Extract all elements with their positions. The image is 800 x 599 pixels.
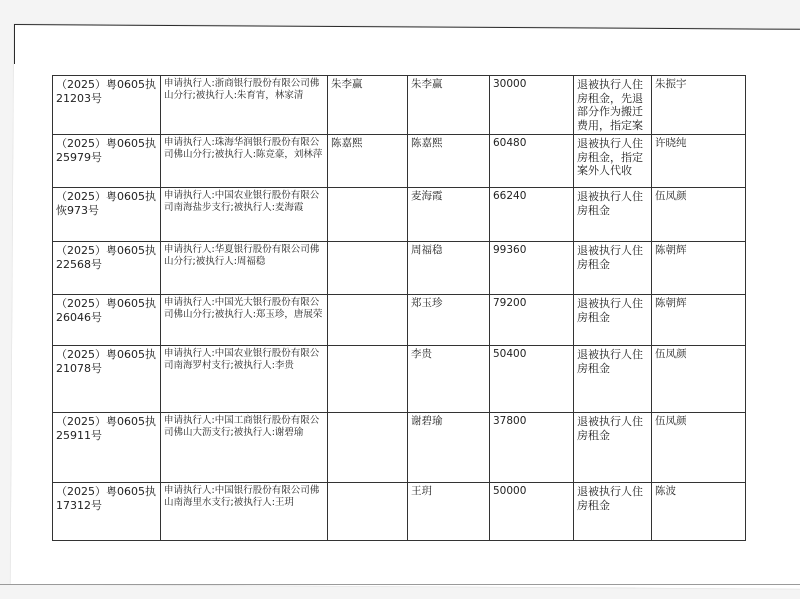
case-number-cell: （2025）粤0605执25979号 (53, 135, 161, 188)
payee-cell (328, 188, 408, 242)
parties-cell: 申请执行人:中国农业银行股份有限公司南海罗村支行;被执行人:李贵 (161, 346, 328, 413)
handler-cell: 伍凤颜 (652, 346, 746, 413)
reason-cell: 退被执行人住房租金，先退部分作为搬迁费用，指定案 (574, 76, 652, 135)
payee-cell (328, 346, 408, 413)
executed-person-cell: 麦海霞 (408, 188, 490, 242)
amount-cell: 30000 (490, 76, 574, 135)
table-row (53, 295, 746, 346)
case-number-cell: （2025）粤0605执17312号 (53, 483, 161, 541)
case-number-cell: （2025）粤0605执恢973号 (53, 188, 161, 242)
amount-cell: 37800 (490, 413, 574, 483)
executed-person-cell: 周福稳 (408, 242, 490, 295)
page-bottom-edge (0, 584, 800, 585)
reason-cell: 退被执行人住房租金 (574, 295, 652, 346)
handler-cell: 陈朝辉 (652, 295, 746, 346)
case-number-cell: （2025）粤0605执21078号 (53, 346, 161, 413)
payee-cell: 陈嘉熙 (328, 135, 408, 188)
table-row (53, 76, 746, 135)
case-number-cell: （2025）粤0605执26046号 (53, 295, 161, 346)
amount-cell: 50400 (490, 346, 574, 413)
handler-cell: 伍凤颜 (652, 413, 746, 483)
executed-person-cell: 陈嘉熙 (408, 135, 490, 188)
reason-cell: 退被执行人住房租金 (574, 242, 652, 295)
page-left-edge (14, 24, 15, 64)
case-number-cell: （2025）粤0605执25911号 (53, 413, 161, 483)
payee-cell (328, 413, 408, 483)
executed-person-cell: 郑玉珍 (408, 295, 490, 346)
handler-cell: 伍凤颜 (652, 188, 746, 242)
table-row (53, 346, 746, 413)
parties-cell: 申请执行人:中国工商银行股份有限公司佛山大沥支行;被执行人:谢碧瑜 (161, 413, 328, 483)
table-row (53, 242, 746, 295)
executed-person-cell: 朱李赢 (408, 76, 490, 135)
reason-cell: 退被执行人住房租金，指定案外人代收 (574, 135, 652, 188)
reason-cell: 退被执行人住房租金 (574, 483, 652, 541)
handler-cell: 许晓纯 (652, 135, 746, 188)
parties-cell: 申请执行人:浙商银行股份有限公司佛山分行;被执行人:朱育宵，林家清 (161, 76, 328, 135)
parties-cell: 申请执行人:中国银行股份有限公司佛山南海里水支行;被执行人:王玥 (161, 483, 328, 541)
amount-cell: 60480 (490, 135, 574, 188)
reason-cell: 退被执行人住房租金 (574, 413, 652, 483)
handler-cell: 陈波 (652, 483, 746, 541)
reason-cell: 退被执行人住房租金 (574, 188, 652, 242)
executed-person-cell: 李贵 (408, 346, 490, 413)
executed-person-cell: 谢碧瑜 (408, 413, 490, 483)
case-number-cell: （2025）粤0605执22568号 (53, 242, 161, 295)
table-body (53, 76, 746, 541)
parties-cell: 申请执行人:中国光大银行股份有限公司佛山分行;被执行人:郑玉珍，唐展荣 (161, 295, 328, 346)
amount-cell: 50000 (490, 483, 574, 541)
executed-person-cell: 王玥 (408, 483, 490, 541)
case-number-cell: （2025）粤0605执21203号 (53, 76, 161, 135)
handler-cell: 朱振宇 (652, 76, 746, 135)
amount-cell: 66240 (490, 188, 574, 242)
amount-cell: 99360 (490, 242, 574, 295)
reason-cell: 退被执行人住房租金 (574, 346, 652, 413)
parties-cell: 申请执行人:华夏银行股份有限公司佛山分行;被执行人:周福稳 (161, 242, 328, 295)
payee-cell (328, 242, 408, 295)
payee-cell (328, 483, 408, 541)
amount-cell: 79200 (490, 295, 574, 346)
handler-cell: 陈朝辉 (652, 242, 746, 295)
case-refund-table (52, 75, 746, 541)
table-row (53, 135, 746, 188)
payee-cell: 朱李赢 (328, 76, 408, 135)
payee-cell (328, 295, 408, 346)
table-row (53, 483, 746, 541)
table-row (53, 188, 746, 242)
parties-cell: 申请执行人:中国农业银行股份有限公司南海盐步支行;被执行人:麦海霞 (161, 188, 328, 242)
table-row (53, 413, 746, 483)
parties-cell: 申请执行人:珠海华润银行股份有限公司佛山分行;被执行人:陈竞豪，刘林萍 (161, 135, 328, 188)
